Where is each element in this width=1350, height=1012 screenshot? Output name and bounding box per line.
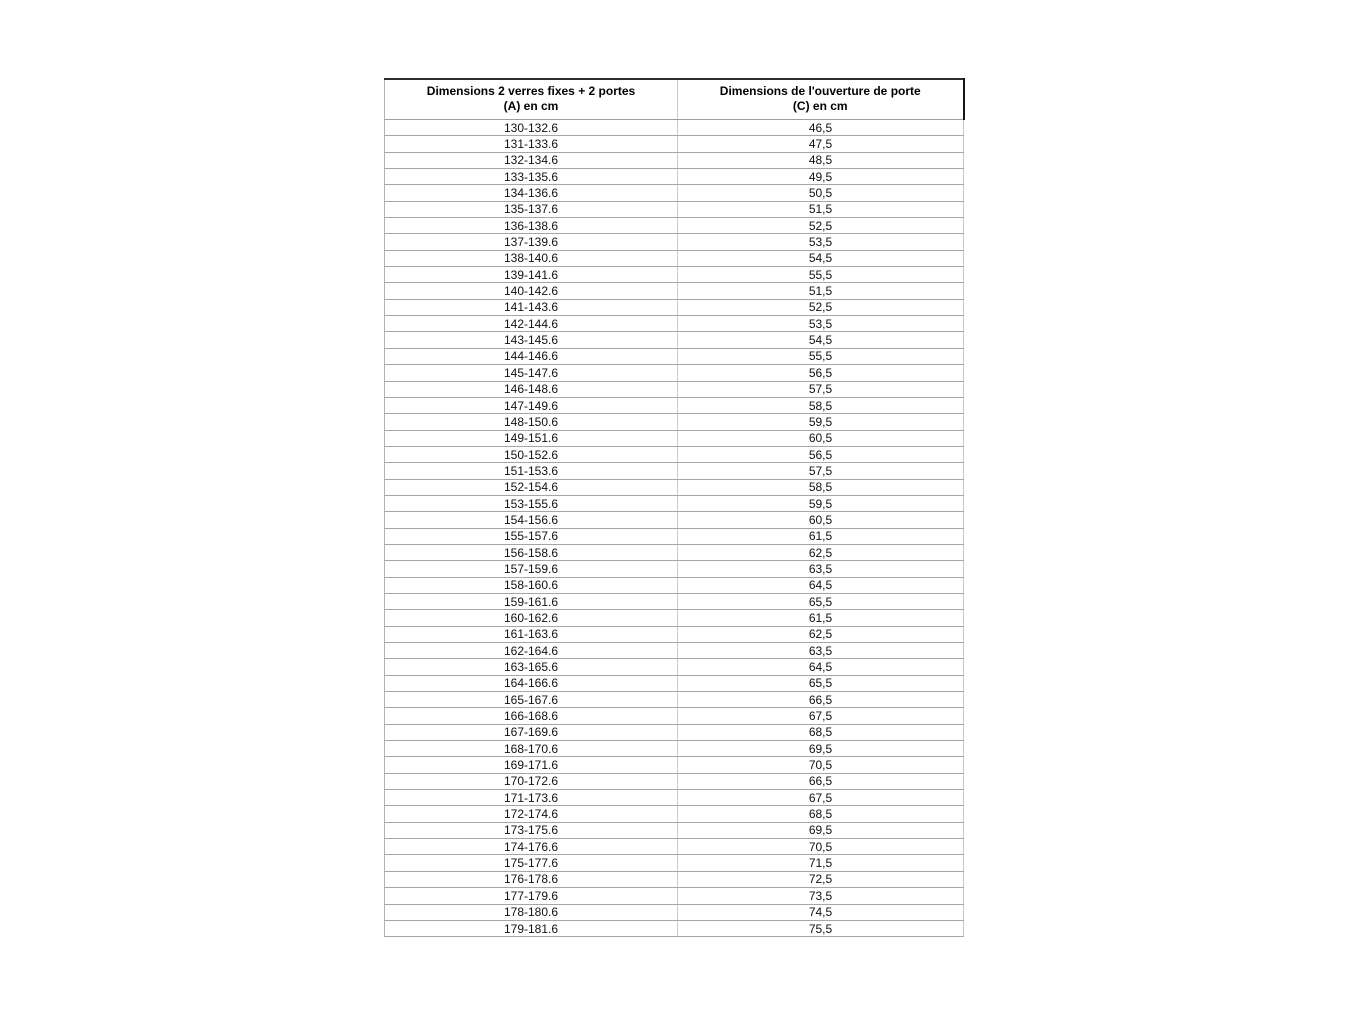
cell-dimension-a: 169-171.6 [385, 757, 678, 773]
cell-dimension-a: 174-176.6 [385, 839, 678, 855]
cell-dimension-c: 69,5 [678, 822, 964, 838]
cell-dimension-c: 66,5 [678, 773, 964, 789]
table-row [385, 348, 964, 364]
cell-dimension-a: 179-181.6 [385, 920, 678, 936]
cell-dimension-c: 57,5 [678, 463, 964, 479]
cell-dimension-c: 49,5 [678, 169, 964, 185]
cell-dimension-a: 143-145.6 [385, 332, 678, 348]
cell-dimension-a: 160-162.6 [385, 610, 678, 626]
cell-dimension-a: 151-153.6 [385, 463, 678, 479]
cell-dimension-a: 161-163.6 [385, 626, 678, 642]
cell-dimension-c: 63,5 [678, 561, 964, 577]
cell-dimension-a: 162-164.6 [385, 643, 678, 659]
table-row [385, 316, 964, 332]
table-row [385, 577, 964, 593]
cell-dimension-a: 152-154.6 [385, 479, 678, 495]
table-row [385, 528, 964, 544]
cell-dimension-a: 168-170.6 [385, 741, 678, 757]
column-header-dimensions-a [385, 79, 678, 120]
table-row [385, 283, 964, 299]
cell-dimension-a: 144-146.6 [385, 348, 678, 364]
cell-dimension-c: 47,5 [678, 136, 964, 152]
table-row [385, 495, 964, 511]
cell-dimension-a: 130-132.6 [385, 120, 678, 136]
header-row [385, 79, 964, 120]
cell-dimension-c: 68,5 [678, 806, 964, 822]
table-body [385, 120, 964, 937]
cell-dimension-a: 163-165.6 [385, 659, 678, 675]
table-row [385, 365, 964, 381]
table-row [385, 136, 964, 152]
cell-dimension-c: 72,5 [678, 871, 964, 887]
cell-dimension-c: 54,5 [678, 332, 964, 348]
table-row [385, 610, 964, 626]
cell-dimension-a: 134-136.6 [385, 185, 678, 201]
cell-dimension-c: 61,5 [678, 528, 964, 544]
table-row [385, 120, 964, 136]
cell-dimension-c: 55,5 [678, 267, 964, 283]
table-row [385, 626, 964, 642]
cell-dimension-c: 57,5 [678, 381, 964, 397]
cell-dimension-a: 131-133.6 [385, 136, 678, 152]
cell-dimension-c: 70,5 [678, 839, 964, 855]
cell-dimension-c: 59,5 [678, 414, 964, 430]
table-row [385, 822, 964, 838]
table-row [385, 708, 964, 724]
table-row [385, 855, 964, 871]
cell-dimension-a: 146-148.6 [385, 381, 678, 397]
table-row [385, 643, 964, 659]
table-row [385, 512, 964, 528]
table-row [385, 250, 964, 266]
table-row [385, 806, 964, 822]
table-row [385, 692, 964, 708]
table-row [385, 724, 964, 740]
table-row [385, 430, 964, 446]
column-header-a-line1: Dimensions 2 verres fixes + 2 portes [426, 84, 636, 98]
cell-dimension-a: 137-139.6 [385, 234, 678, 250]
cell-dimension-a: 171-173.6 [385, 790, 678, 806]
table-row [385, 839, 964, 855]
cell-dimension-a: 155-157.6 [385, 528, 678, 544]
cell-dimension-a: 156-158.6 [385, 544, 678, 560]
cell-dimension-c: 68,5 [678, 724, 964, 740]
cell-dimension-c: 62,5 [678, 544, 964, 560]
cell-dimension-a: 153-155.6 [385, 495, 678, 511]
cell-dimension-c: 73,5 [678, 888, 964, 904]
cell-dimension-c: 64,5 [678, 577, 964, 593]
cell-dimension-a: 149-151.6 [385, 430, 678, 446]
table-row [385, 218, 964, 234]
cell-dimension-c: 60,5 [678, 430, 964, 446]
cell-dimension-a: 158-160.6 [385, 577, 678, 593]
cell-dimension-a: 133-135.6 [385, 169, 678, 185]
table-row [385, 561, 964, 577]
cell-dimension-c: 48,5 [678, 152, 964, 168]
column-header-a-line2: (A) en cm [503, 99, 559, 113]
cell-dimension-c: 60,5 [678, 512, 964, 528]
table-row [385, 267, 964, 283]
cell-dimension-c: 66,5 [678, 692, 964, 708]
cell-dimension-c: 52,5 [678, 218, 964, 234]
cell-dimension-a: 148-150.6 [385, 414, 678, 430]
cell-dimension-c: 67,5 [678, 708, 964, 724]
cell-dimension-c: 56,5 [678, 365, 964, 381]
cell-dimension-a: 173-175.6 [385, 822, 678, 838]
cell-dimension-a: 166-168.6 [385, 708, 678, 724]
cell-dimension-c: 56,5 [678, 446, 964, 462]
cell-dimension-a: 154-156.6 [385, 512, 678, 528]
cell-dimension-c: 51,5 [678, 201, 964, 217]
cell-dimension-a: 159-161.6 [385, 593, 678, 609]
column-header-c-line1: Dimensions de l'ouverture de porte [719, 84, 921, 98]
cell-dimension-a: 178-180.6 [385, 904, 678, 920]
table-row [385, 169, 964, 185]
column-header-dimensions-c [678, 79, 964, 120]
cell-dimension-a: 176-178.6 [385, 871, 678, 887]
table-row [385, 332, 964, 348]
table-row [385, 201, 964, 217]
cell-dimension-c: 53,5 [678, 316, 964, 332]
cell-dimension-c: 54,5 [678, 250, 964, 266]
table-row [385, 871, 964, 887]
table-row [385, 741, 964, 757]
table-row [385, 757, 964, 773]
cell-dimension-c: 64,5 [678, 659, 964, 675]
column-header-c-line2: (C) en cm [792, 99, 848, 113]
cell-dimension-a: 140-142.6 [385, 283, 678, 299]
cell-dimension-a: 142-144.6 [385, 316, 678, 332]
table-row [385, 593, 964, 609]
cell-dimension-a: 139-141.6 [385, 267, 678, 283]
table-row [385, 920, 964, 936]
table-row [385, 659, 964, 675]
cell-dimension-a: 177-179.6 [385, 888, 678, 904]
cell-dimension-c: 51,5 [678, 283, 964, 299]
cell-dimension-c: 69,5 [678, 741, 964, 757]
cell-dimension-c: 71,5 [678, 855, 964, 871]
table-row [385, 397, 964, 413]
table-row [385, 675, 964, 691]
cell-dimension-c: 59,5 [678, 495, 964, 511]
cell-dimension-a: 147-149.6 [385, 397, 678, 413]
cell-dimension-c: 65,5 [678, 675, 964, 691]
table-row [385, 790, 964, 806]
cell-dimension-c: 63,5 [678, 643, 964, 659]
cell-dimension-c: 53,5 [678, 234, 964, 250]
dimensions-table-container [384, 78, 965, 937]
table-row [385, 888, 964, 904]
table-row [385, 773, 964, 789]
cell-dimension-c: 50,5 [678, 185, 964, 201]
table-row [385, 904, 964, 920]
cell-dimension-a: 138-140.6 [385, 250, 678, 266]
cell-dimension-c: 55,5 [678, 348, 964, 364]
cell-dimension-a: 145-147.6 [385, 365, 678, 381]
dimensions-table [384, 78, 965, 937]
cell-dimension-a: 172-174.6 [385, 806, 678, 822]
cell-dimension-a: 170-172.6 [385, 773, 678, 789]
table-row [385, 381, 964, 397]
cell-dimension-c: 58,5 [678, 479, 964, 495]
cell-dimension-c: 70,5 [678, 757, 964, 773]
cell-dimension-c: 75,5 [678, 920, 964, 936]
table-row [385, 152, 964, 168]
cell-dimension-a: 167-169.6 [385, 724, 678, 740]
cell-dimension-c: 65,5 [678, 593, 964, 609]
cell-dimension-c: 62,5 [678, 626, 964, 642]
cell-dimension-c: 58,5 [678, 397, 964, 413]
cell-dimension-a: 132-134.6 [385, 152, 678, 168]
cell-dimension-c: 61,5 [678, 610, 964, 626]
table-row [385, 299, 964, 315]
cell-dimension-a: 135-137.6 [385, 201, 678, 217]
table-row [385, 414, 964, 430]
cell-dimension-a: 157-159.6 [385, 561, 678, 577]
cell-dimension-c: 74,5 [678, 904, 964, 920]
cell-dimension-a: 165-167.6 [385, 692, 678, 708]
table-row [385, 185, 964, 201]
cell-dimension-a: 175-177.6 [385, 855, 678, 871]
cell-dimension-a: 141-143.6 [385, 299, 678, 315]
cell-dimension-a: 164-166.6 [385, 675, 678, 691]
table-row [385, 446, 964, 462]
table-row [385, 463, 964, 479]
cell-dimension-a: 150-152.6 [385, 446, 678, 462]
cell-dimension-a: 136-138.6 [385, 218, 678, 234]
cell-dimension-c: 52,5 [678, 299, 964, 315]
table-row [385, 544, 964, 560]
table-row [385, 234, 964, 250]
cell-dimension-c: 67,5 [678, 790, 964, 806]
cell-dimension-c: 46,5 [678, 120, 964, 136]
table-row [385, 479, 964, 495]
